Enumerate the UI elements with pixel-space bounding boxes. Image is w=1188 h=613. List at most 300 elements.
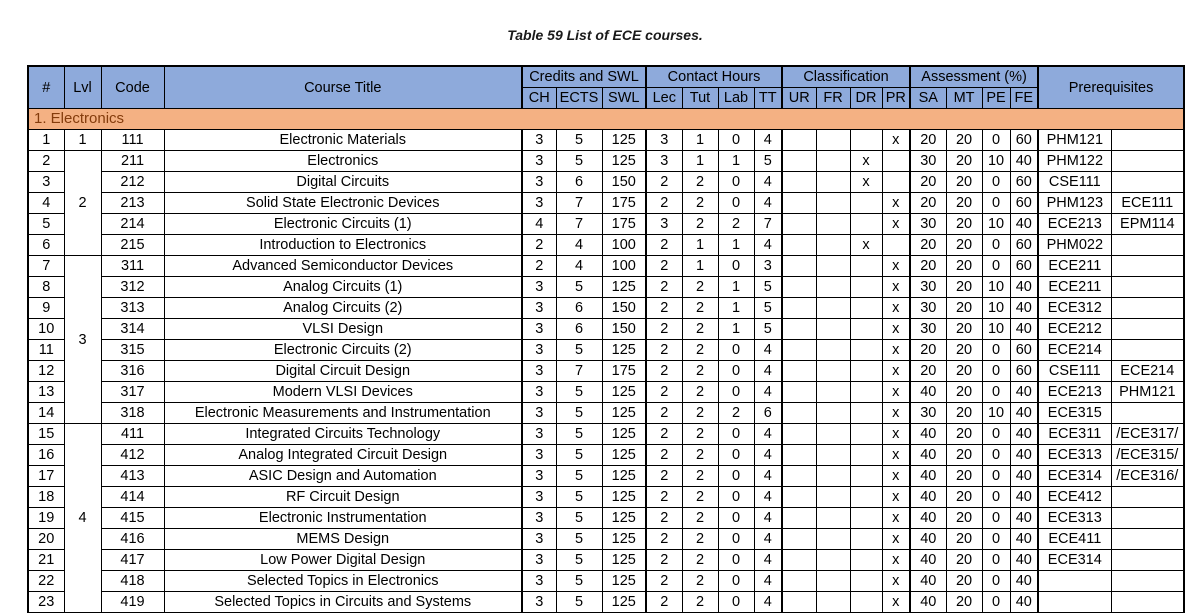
cell-course-title: Electronic Measurements and Instrumentation	[164, 403, 522, 424]
cell-prerequisite-2	[1111, 319, 1184, 340]
cell-row-number: 21	[28, 550, 64, 571]
cell-fe-percent: 60	[1010, 256, 1038, 277]
cell-sa-percent: 20	[910, 193, 946, 214]
subheader-lec: Lec	[646, 88, 682, 109]
cell-lecture-hours: 2	[646, 298, 682, 319]
cell-tutorial-hours: 2	[682, 277, 718, 298]
cell-fr-mark	[816, 508, 850, 529]
cell-fe-percent: 40	[1010, 466, 1038, 487]
cell-ur-mark	[782, 487, 816, 508]
cell-lecture-hours: 3	[646, 151, 682, 172]
cell-dr-mark	[850, 508, 882, 529]
cell-prerequisite-2: EPM114	[1111, 214, 1184, 235]
cell-prerequisite-2	[1111, 571, 1184, 592]
cell-mt-percent: 20	[946, 508, 982, 529]
cell-sa-percent: 40	[910, 466, 946, 487]
cell-fe-percent: 40	[1010, 445, 1038, 466]
cell-tutorial-hours: 2	[682, 550, 718, 571]
cell-sa-percent: 40	[910, 592, 946, 613]
cell-swl: 175	[602, 361, 646, 382]
cell-fe-percent: 60	[1010, 193, 1038, 214]
cell-ects: 5	[556, 424, 602, 445]
cell-dr-mark	[850, 319, 882, 340]
cell-lab-hours: 1	[718, 235, 754, 256]
cell-fr-mark	[816, 550, 850, 571]
cell-course-title: VLSI Design	[164, 319, 522, 340]
cell-mt-percent: 20	[946, 340, 982, 361]
header-prerequisites: Prerequisites	[1038, 66, 1184, 109]
cell-dr-mark	[850, 361, 882, 382]
cell-prerequisite-2: /ECE317/	[1111, 424, 1184, 445]
cell-dr-mark	[850, 445, 882, 466]
cell-ur-mark	[782, 445, 816, 466]
cell-course-code: 419	[101, 592, 164, 613]
cell-prerequisite-2	[1111, 550, 1184, 571]
cell-total-contact-hours: 4	[754, 508, 782, 529]
cell-fe-percent: 60	[1010, 340, 1038, 361]
cell-total-contact-hours: 5	[754, 298, 782, 319]
cell-level: 2	[64, 151, 101, 256]
cell-row-number: 15	[28, 424, 64, 445]
cell-sa-percent: 20	[910, 256, 946, 277]
cell-ur-mark	[782, 277, 816, 298]
cell-fr-mark	[816, 193, 850, 214]
cell-pe-percent: 0	[982, 529, 1010, 550]
cell-dr-mark	[850, 382, 882, 403]
cell-prerequisite-1: ECE213	[1038, 214, 1111, 235]
cell-mt-percent: 20	[946, 382, 982, 403]
cell-course-code: 211	[101, 151, 164, 172]
cell-lecture-hours: 2	[646, 466, 682, 487]
course-row	[28, 151, 1184, 172]
cell-mt-percent: 20	[946, 193, 982, 214]
cell-row-number: 18	[28, 487, 64, 508]
course-row	[28, 277, 1184, 298]
cell-ur-mark	[782, 424, 816, 445]
cell-pr-mark: x	[882, 130, 910, 151]
cell-pr-mark: x	[882, 424, 910, 445]
cell-fe-percent: 60	[1010, 235, 1038, 256]
cell-ects: 4	[556, 235, 602, 256]
cell-prerequisite-1: ECE314	[1038, 466, 1111, 487]
cell-dr-mark	[850, 550, 882, 571]
cell-total-contact-hours: 4	[754, 550, 782, 571]
cell-course-title: Electronic Instrumentation	[164, 508, 522, 529]
cell-fe-percent: 40	[1010, 319, 1038, 340]
cell-course-code: 418	[101, 571, 164, 592]
cell-lecture-hours: 2	[646, 529, 682, 550]
cell-lab-hours: 1	[718, 151, 754, 172]
cell-fe-percent: 60	[1010, 172, 1038, 193]
cell-prerequisite-2	[1111, 130, 1184, 151]
subheader-ects: ECTS	[556, 88, 602, 109]
cell-tutorial-hours: 2	[682, 193, 718, 214]
cell-fe-percent: 40	[1010, 592, 1038, 613]
cell-prerequisite-1: ECE211	[1038, 277, 1111, 298]
cell-ects: 7	[556, 361, 602, 382]
cell-course-code: 111	[101, 130, 164, 151]
cell-lab-hours: 0	[718, 445, 754, 466]
cell-sa-percent: 30	[910, 403, 946, 424]
table-caption: Table 59 List of ECE courses.	[507, 27, 703, 43]
cell-prerequisite-2: /ECE316/	[1111, 466, 1184, 487]
cell-pe-percent: 10	[982, 319, 1010, 340]
header-contact-hours: Contact Hours	[646, 66, 782, 88]
cell-pr-mark: x	[882, 403, 910, 424]
cell-fr-mark	[816, 256, 850, 277]
cell-tutorial-hours: 2	[682, 172, 718, 193]
cell-course-title: Electronic Circuits (1)	[164, 214, 522, 235]
cell-fe-percent: 40	[1010, 298, 1038, 319]
cell-prerequisite-1: ECE213	[1038, 382, 1111, 403]
cell-course-title: Introduction to Electronics	[164, 235, 522, 256]
course-row	[28, 445, 1184, 466]
course-row	[28, 193, 1184, 214]
course-row	[28, 319, 1184, 340]
cell-tutorial-hours: 2	[682, 361, 718, 382]
cell-fe-percent: 40	[1010, 382, 1038, 403]
cell-row-number: 19	[28, 508, 64, 529]
cell-course-code: 315	[101, 340, 164, 361]
cell-ur-mark	[782, 172, 816, 193]
cell-dr-mark: x	[850, 235, 882, 256]
cell-course-code: 214	[101, 214, 164, 235]
section-row	[28, 109, 1184, 130]
cell-pe-percent: 0	[982, 550, 1010, 571]
cell-course-title: Electronic Circuits (2)	[164, 340, 522, 361]
cell-course-title: Solid State Electronic Devices	[164, 193, 522, 214]
cell-mt-percent: 20	[946, 172, 982, 193]
course-row	[28, 571, 1184, 592]
cell-credit-hours: 3	[522, 466, 556, 487]
cell-course-code: 414	[101, 487, 164, 508]
cell-swl: 125	[602, 550, 646, 571]
header-number: #	[28, 66, 64, 109]
course-row	[28, 424, 1184, 445]
cell-tutorial-hours: 2	[682, 571, 718, 592]
cell-lecture-hours: 2	[646, 508, 682, 529]
cell-lab-hours: 0	[718, 382, 754, 403]
cell-sa-percent: 20	[910, 172, 946, 193]
cell-course-code: 411	[101, 424, 164, 445]
cell-sa-percent: 40	[910, 487, 946, 508]
cell-dr-mark	[850, 256, 882, 277]
cell-course-title: Selected Topics in Circuits and Systems	[164, 592, 522, 613]
cell-prerequisite-2	[1111, 508, 1184, 529]
cell-swl: 125	[602, 277, 646, 298]
cell-fr-mark	[816, 361, 850, 382]
course-row	[28, 403, 1184, 424]
cell-course-code: 212	[101, 172, 164, 193]
cell-course-title: Integrated Circuits Technology	[164, 424, 522, 445]
course-row	[28, 508, 1184, 529]
cell-prerequisite-1: ECE311	[1038, 424, 1111, 445]
cell-pe-percent: 10	[982, 151, 1010, 172]
header-level: Lvl	[64, 66, 101, 109]
cell-pr-mark: x	[882, 214, 910, 235]
cell-course-title: Selected Topics in Electronics	[164, 571, 522, 592]
cell-fr-mark	[816, 592, 850, 613]
cell-lecture-hours: 2	[646, 487, 682, 508]
cell-row-number: 3	[28, 172, 64, 193]
cell-ur-mark	[782, 319, 816, 340]
cell-row-number: 12	[28, 361, 64, 382]
cell-fr-mark	[816, 130, 850, 151]
cell-credit-hours: 3	[522, 550, 556, 571]
cell-sa-percent: 30	[910, 214, 946, 235]
cell-prerequisite-2	[1111, 298, 1184, 319]
cell-row-number: 1	[28, 130, 64, 151]
cell-ects: 6	[556, 298, 602, 319]
cell-ur-mark	[782, 214, 816, 235]
cell-prerequisite-2	[1111, 487, 1184, 508]
header-classification: Classification	[782, 66, 910, 88]
cell-ects: 7	[556, 214, 602, 235]
cell-lab-hours: 0	[718, 592, 754, 613]
cell-pr-mark: x	[882, 445, 910, 466]
cell-lab-hours: 0	[718, 130, 754, 151]
cell-fe-percent: 40	[1010, 424, 1038, 445]
cell-credit-hours: 3	[522, 172, 556, 193]
cell-pr-mark: x	[882, 382, 910, 403]
cell-swl: 125	[602, 340, 646, 361]
cell-pr-mark: x	[882, 571, 910, 592]
course-row	[28, 172, 1184, 193]
header-group-row	[28, 66, 1184, 88]
cell-sa-percent: 40	[910, 382, 946, 403]
cell-total-contact-hours: 4	[754, 172, 782, 193]
cell-lab-hours: 0	[718, 487, 754, 508]
cell-ects: 5	[556, 403, 602, 424]
cell-sa-percent: 40	[910, 445, 946, 466]
cell-fr-mark	[816, 445, 850, 466]
cell-credit-hours: 3	[522, 130, 556, 151]
cell-prerequisite-2	[1111, 235, 1184, 256]
cell-prerequisite-2	[1111, 151, 1184, 172]
cell-ects: 5	[556, 130, 602, 151]
cell-pe-percent: 0	[982, 571, 1010, 592]
cell-ur-mark	[782, 592, 816, 613]
cell-fe-percent: 40	[1010, 571, 1038, 592]
cell-ur-mark	[782, 466, 816, 487]
cell-row-number: 4	[28, 193, 64, 214]
cell-pe-percent: 0	[982, 592, 1010, 613]
cell-fr-mark	[816, 571, 850, 592]
subheader-ur: UR	[782, 88, 816, 109]
cell-lecture-hours: 2	[646, 235, 682, 256]
cell-total-contact-hours: 4	[754, 424, 782, 445]
cell-lecture-hours: 2	[646, 361, 682, 382]
cell-ur-mark	[782, 193, 816, 214]
cell-sa-percent: 20	[910, 130, 946, 151]
cell-lecture-hours: 2	[646, 571, 682, 592]
cell-course-title: Advanced Semiconductor Devices	[164, 256, 522, 277]
cell-sa-percent: 30	[910, 319, 946, 340]
cell-tutorial-hours: 2	[682, 466, 718, 487]
cell-total-contact-hours: 4	[754, 361, 782, 382]
cell-row-number: 2	[28, 151, 64, 172]
cell-fe-percent: 40	[1010, 529, 1038, 550]
cell-swl: 125	[602, 445, 646, 466]
cell-lab-hours: 1	[718, 277, 754, 298]
cell-lab-hours: 0	[718, 508, 754, 529]
cell-pe-percent: 10	[982, 403, 1010, 424]
cell-prerequisite-2	[1111, 340, 1184, 361]
header-course-title: Course Title	[164, 66, 522, 109]
cell-mt-percent: 20	[946, 529, 982, 550]
cell-credit-hours: 2	[522, 256, 556, 277]
cell-credit-hours: 3	[522, 445, 556, 466]
cell-tutorial-hours: 2	[682, 487, 718, 508]
course-row	[28, 466, 1184, 487]
cell-fr-mark	[816, 172, 850, 193]
cell-dr-mark: x	[850, 151, 882, 172]
cell-ects: 5	[556, 466, 602, 487]
cell-credit-hours: 3	[522, 151, 556, 172]
cell-swl: 100	[602, 235, 646, 256]
cell-course-code: 213	[101, 193, 164, 214]
header-assessment: Assessment (%)	[910, 66, 1038, 88]
ece-courses-table	[27, 65, 1185, 613]
cell-prerequisite-1: ECE212	[1038, 319, 1111, 340]
cell-credit-hours: 3	[522, 403, 556, 424]
cell-ects: 6	[556, 172, 602, 193]
cell-pe-percent: 0	[982, 256, 1010, 277]
cell-fe-percent: 40	[1010, 487, 1038, 508]
cell-mt-percent: 20	[946, 151, 982, 172]
cell-ects: 5	[556, 529, 602, 550]
cell-fe-percent: 40	[1010, 508, 1038, 529]
cell-swl: 125	[602, 424, 646, 445]
cell-prerequisite-1: ECE411	[1038, 529, 1111, 550]
cell-prerequisite-1: ECE214	[1038, 340, 1111, 361]
cell-lab-hours: 0	[718, 529, 754, 550]
cell-row-number: 7	[28, 256, 64, 277]
cell-ects: 5	[556, 592, 602, 613]
cell-sa-percent: 40	[910, 424, 946, 445]
cell-sa-percent: 30	[910, 151, 946, 172]
cell-credit-hours: 3	[522, 571, 556, 592]
cell-course-code: 314	[101, 319, 164, 340]
cell-ects: 5	[556, 445, 602, 466]
cell-lecture-hours: 2	[646, 340, 682, 361]
cell-total-contact-hours: 5	[754, 277, 782, 298]
cell-total-contact-hours: 7	[754, 214, 782, 235]
cell-total-contact-hours: 4	[754, 130, 782, 151]
subheader-swl: SWL	[602, 88, 646, 109]
cell-lecture-hours: 2	[646, 550, 682, 571]
cell-pe-percent: 0	[982, 235, 1010, 256]
cell-prerequisite-1	[1038, 571, 1111, 592]
cell-pr-mark: x	[882, 466, 910, 487]
cell-pe-percent: 0	[982, 130, 1010, 151]
cell-ur-mark	[782, 340, 816, 361]
cell-prerequisite-2: ECE214	[1111, 361, 1184, 382]
cell-pe-percent: 0	[982, 445, 1010, 466]
course-row	[28, 235, 1184, 256]
cell-course-title: Analog Circuits (1)	[164, 277, 522, 298]
cell-lab-hours: 0	[718, 424, 754, 445]
cell-fe-percent: 60	[1010, 361, 1038, 382]
cell-pe-percent: 0	[982, 466, 1010, 487]
cell-prerequisite-1: ECE313	[1038, 508, 1111, 529]
cell-ects: 5	[556, 382, 602, 403]
cell-prerequisite-1: CSE111	[1038, 361, 1111, 382]
subheader-fr: FR	[816, 88, 850, 109]
cell-credit-hours: 3	[522, 487, 556, 508]
cell-prerequisite-1: ECE314	[1038, 550, 1111, 571]
cell-pe-percent: 0	[982, 487, 1010, 508]
cell-ur-mark	[782, 382, 816, 403]
cell-course-title: Analog Integrated Circuit Design	[164, 445, 522, 466]
course-row	[28, 340, 1184, 361]
cell-fe-percent: 40	[1010, 550, 1038, 571]
cell-dr-mark	[850, 424, 882, 445]
subheader-pe: PE	[982, 88, 1010, 109]
course-row	[28, 256, 1184, 277]
cell-credit-hours: 3	[522, 529, 556, 550]
cell-swl: 150	[602, 319, 646, 340]
cell-level: 1	[64, 130, 101, 151]
cell-sa-percent: 40	[910, 550, 946, 571]
cell-mt-percent: 20	[946, 424, 982, 445]
subheader-tut: Tut	[682, 88, 718, 109]
cell-pr-mark: x	[882, 508, 910, 529]
cell-fr-mark	[816, 298, 850, 319]
cell-dr-mark	[850, 529, 882, 550]
cell-credit-hours: 3	[522, 340, 556, 361]
cell-total-contact-hours: 4	[754, 466, 782, 487]
cell-total-contact-hours: 4	[754, 487, 782, 508]
cell-row-number: 22	[28, 571, 64, 592]
cell-ur-mark	[782, 403, 816, 424]
cell-tutorial-hours: 1	[682, 235, 718, 256]
header-credits-swl: Credits and SWL	[522, 66, 646, 88]
cell-course-title: Analog Circuits (2)	[164, 298, 522, 319]
cell-credit-hours: 3	[522, 319, 556, 340]
cell-swl: 125	[602, 529, 646, 550]
subheader-lab: Lab	[718, 88, 754, 109]
cell-sa-percent: 40	[910, 508, 946, 529]
cell-course-code: 313	[101, 298, 164, 319]
cell-prerequisite-1: ECE211	[1038, 256, 1111, 277]
cell-ects: 5	[556, 508, 602, 529]
cell-swl: 125	[602, 571, 646, 592]
cell-fr-mark	[816, 487, 850, 508]
cell-row-number: 6	[28, 235, 64, 256]
cell-ur-mark	[782, 529, 816, 550]
cell-mt-percent: 20	[946, 403, 982, 424]
cell-level: 4	[64, 424, 101, 613]
cell-fe-percent: 40	[1010, 151, 1038, 172]
cell-total-contact-hours: 4	[754, 193, 782, 214]
cell-total-contact-hours: 3	[754, 256, 782, 277]
cell-lab-hours: 0	[718, 256, 754, 277]
cell-credit-hours: 3	[522, 382, 556, 403]
cell-pr-mark: x	[882, 592, 910, 613]
cell-pe-percent: 10	[982, 298, 1010, 319]
cell-sa-percent: 30	[910, 277, 946, 298]
cell-prerequisite-1: ECE312	[1038, 298, 1111, 319]
cell-prerequisite-2	[1111, 172, 1184, 193]
cell-row-number: 13	[28, 382, 64, 403]
cell-prerequisite-2	[1111, 256, 1184, 277]
cell-pe-percent: 0	[982, 424, 1010, 445]
cell-total-contact-hours: 4	[754, 445, 782, 466]
cell-lab-hours: 0	[718, 340, 754, 361]
cell-credit-hours: 3	[522, 277, 556, 298]
cell-course-title: Electronic Materials	[164, 130, 522, 151]
